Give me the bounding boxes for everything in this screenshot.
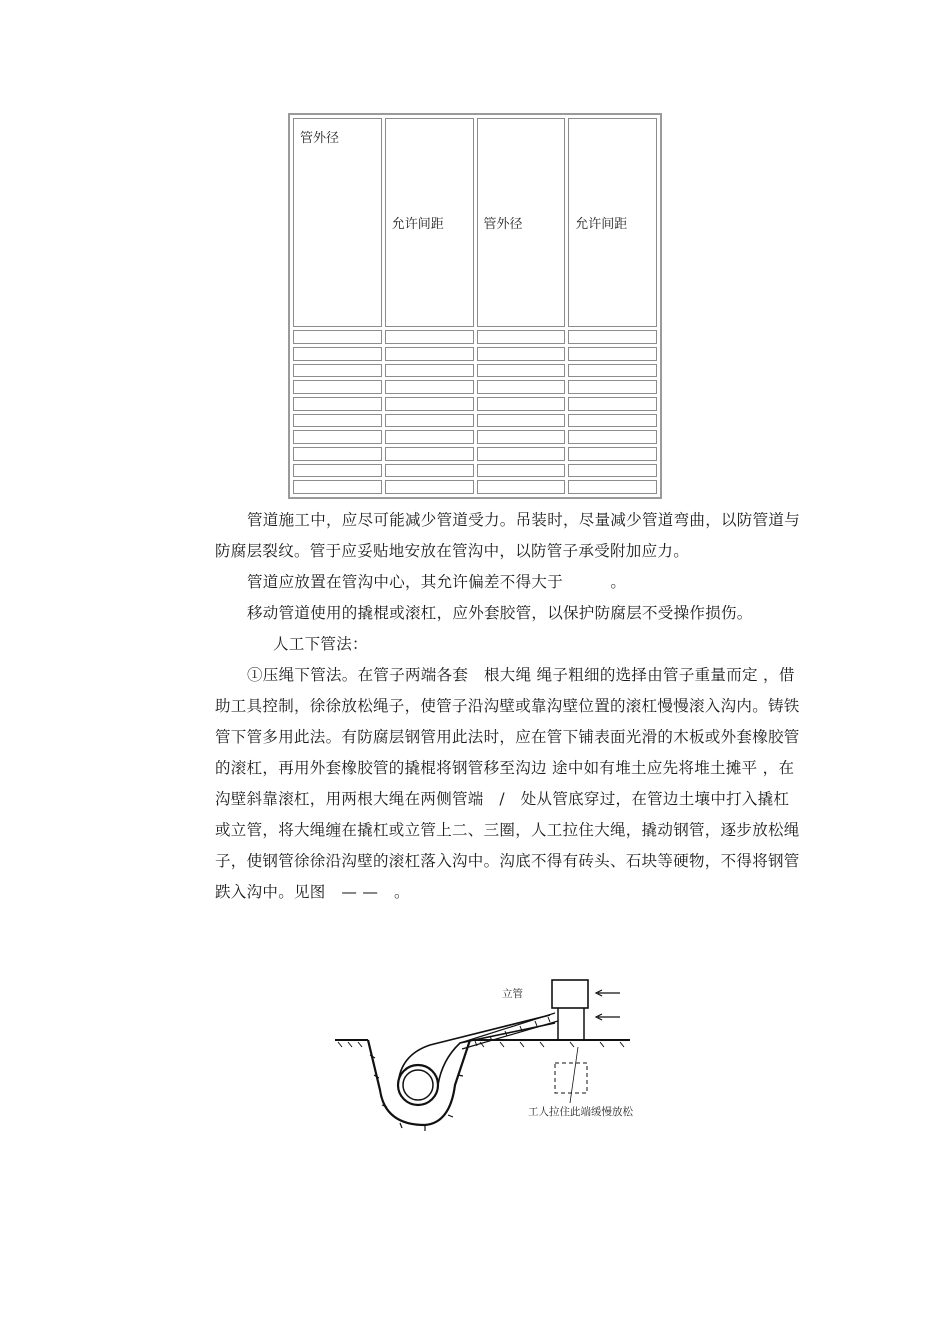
post-buried-dashed (555, 1063, 587, 1093)
table-cell (385, 380, 474, 394)
label-worker: 工人拉住此端缓慢放松 (528, 1106, 633, 1118)
table-cell (385, 430, 474, 444)
table-cell (477, 414, 566, 428)
arrow-top (596, 990, 620, 996)
table-row (293, 380, 657, 394)
table-row (293, 414, 657, 428)
table-cell (385, 480, 474, 494)
table-cell (293, 380, 382, 394)
table-cell (477, 364, 566, 378)
table-cell (293, 347, 382, 361)
table-row (293, 464, 657, 478)
label-pointer (570, 1047, 578, 1103)
table-cell (293, 330, 382, 344)
table-row (293, 480, 657, 494)
table-row (293, 364, 657, 378)
table-cell (568, 330, 657, 344)
table-cell (293, 480, 382, 494)
post-box (552, 980, 588, 1008)
pipe-lowering-figure (330, 975, 650, 1145)
post-legs (558, 1008, 584, 1040)
table-cell (293, 464, 382, 478)
roller-rails (460, 1013, 558, 1049)
header-cell-allowed-spacing-1: 允许间距 (385, 118, 474, 327)
table-cell (293, 414, 382, 428)
table-cell (293, 447, 382, 461)
arrow-bottom (596, 1014, 620, 1020)
table-cell (568, 397, 657, 411)
paragraph-construction: 管道施工中，应尽可能减少管道受力。吊装时，尽量减少管道弯曲，以防管道与防腐层裂纹。管于应妥贴地安放在管沟中，以防管子承受附加应力。 (215, 511, 801, 560)
paragraph-rollers: 移动管道使用的撬棍或滚杠，应外套胶管，以保护防腐层不受操作损伤。 (247, 604, 753, 622)
ground-hatch-left (338, 1042, 362, 1047)
table-cell (385, 414, 474, 428)
table-cell (568, 464, 657, 478)
table-cell (477, 330, 566, 344)
table-cell (385, 364, 474, 378)
table-cell (568, 380, 657, 394)
spacing-table (288, 113, 662, 499)
header-cell-outer-diameter-2: 管外径 (477, 118, 566, 327)
table-cell (568, 414, 657, 428)
header-cell-allowed-spacing-2: 允许间距 (568, 118, 657, 327)
table-cell (477, 464, 566, 478)
table-cell (477, 397, 566, 411)
table-cell (477, 380, 566, 394)
table-cell (293, 397, 382, 411)
table-cell (385, 464, 474, 478)
table-row (293, 447, 657, 461)
ground-hatch-right (480, 1042, 624, 1047)
table-cell (568, 364, 657, 378)
table-cell (293, 430, 382, 444)
label-post: 立管 (502, 988, 523, 1000)
table-cell (477, 430, 566, 444)
table-cell (385, 330, 474, 344)
table-cell (477, 480, 566, 494)
table-cell (568, 347, 657, 361)
table-cell (477, 347, 566, 361)
table-cell (293, 364, 382, 378)
table-cell (385, 347, 474, 361)
table-row (293, 397, 657, 411)
paragraph-placement: 管道应放置在管沟中心，其允许偏差不得大于 。 (247, 573, 627, 591)
table-cell (568, 480, 657, 494)
table-row (293, 347, 657, 361)
pipe-circle-outer (398, 1065, 438, 1105)
paragraph-rope-method: ①压绳下管法。在管子两端各套 根大绳 绳子粗细的选择由管子重量而定 ，借助工具控制，徐徐放松绳子，使管子沿沟壁或靠沟壁位置的滚杠慢慢滚入沟内。铸铁管下管多用此法。有防腐层钢管用此法时，应在管下铺表面光滑的木板或外套橡胶管的滚杠，再用外套橡胶管的撬棍将钢管移至沟边 途中如有堆土应先将堆土摊平 ，在沟壁斜靠滚杠，用两根大绳在两侧管端 / 处从管底穿过，在管边土壤中打入撬杠或立管，将大绳缠在撬杠或立管上二、三圈，人工拉住大绳，撬动钢管，逐步放松绳子，使钢管徐徐沿沟壁的滚杠落入沟中。沟底不得有砖头、石块等硬物，不得将钢管跌入沟中。见图 — — 。 (215, 666, 800, 901)
table-cell (568, 447, 657, 461)
table-cell (477, 447, 566, 461)
table-row (293, 330, 657, 344)
header-cell-outer-diameter-1: 管外径 (293, 118, 382, 327)
table-cell (568, 430, 657, 444)
rope-lower (438, 1023, 555, 1085)
table-row (293, 430, 657, 444)
table-cell (385, 397, 474, 411)
table-cell (385, 447, 474, 461)
spacing-table-grid (290, 115, 660, 497)
table-header-row (293, 118, 657, 327)
section-heading-manual: 人工下管法： (273, 635, 368, 653)
